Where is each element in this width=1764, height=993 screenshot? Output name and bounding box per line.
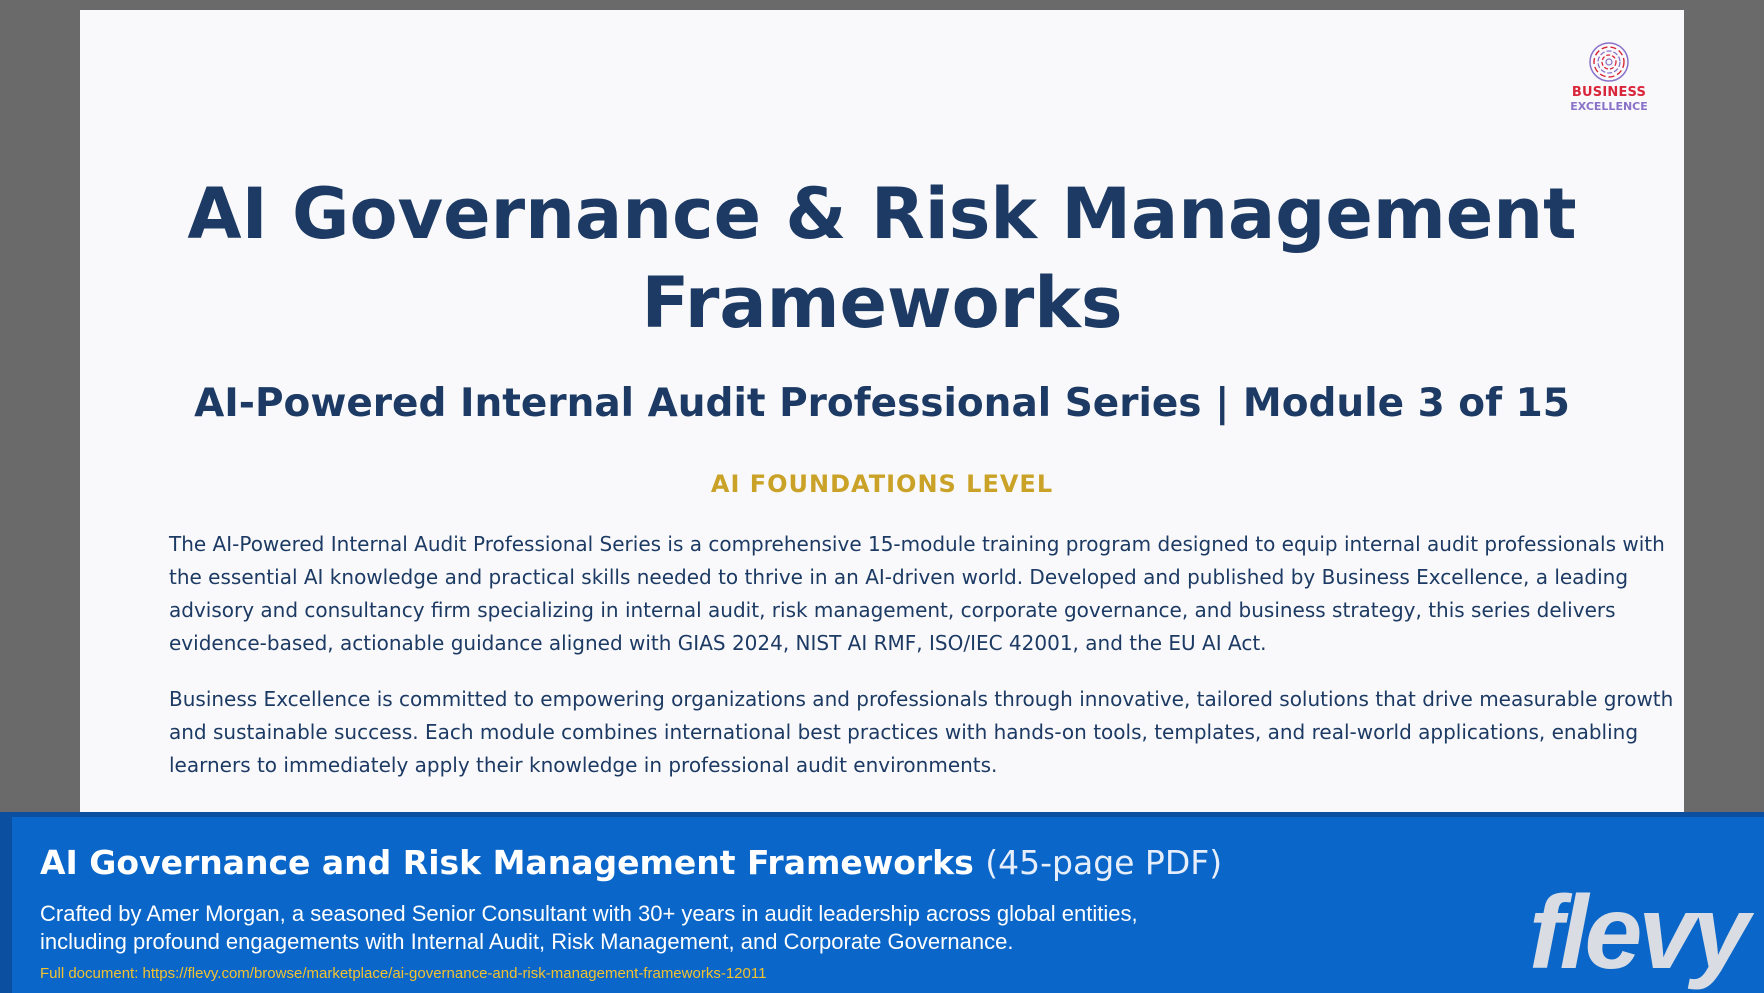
logo-text-business: BUSINESS (1571, 85, 1647, 100)
banner-description: Crafted by Amer Morgan, a seasoned Senior Consultant with 30+ years in audit leadership across global entities, including profound engagements with Internal Audit, Risk Management, and Corporate Governance. (40, 901, 1138, 954)
full-document-link[interactable]: Full document: https://flevy.com/browse/marketplace/ai-governance-and-risk-management-frameworks-12011 (40, 965, 767, 982)
fingerprint-globe-icon (1587, 40, 1631, 84)
business-excellence-logo (1564, 40, 1654, 126)
banner-title (40, 843, 1222, 882)
intro-paragraph: The AI-Powered Internal Audit Professional Series is a comprehensive 15-module training program designed to equip internal audit professionals with the essential AI knowledge and practical skills needed to thrive in an AI-driven world. Developed and published by Business Excellence, a leading advisory and consultancy firm specializing in internal audit, risk management, corporate governance, and business strategy, this series delivers evidence-based, actionable guidance aligned with GIAS 2024, NIST AI RMF, ISO/IEC 42001, and the EU AI Act. (169, 532, 1665, 655)
document-slide (80, 10, 1684, 812)
title-line-1: AI Governance & Risk Management (187, 173, 1577, 255)
logo-text-excellence: EXCELLENCE (1570, 100, 1648, 113)
banner-accent-bar (0, 817, 12, 993)
banner-page-count: (45-page PDF) (985, 843, 1223, 882)
level-label: AI FOUNDATIONS LEVEL (710, 470, 1054, 498)
document-title (80, 170, 1684, 348)
info-banner (0, 812, 1764, 993)
banner-title-text: AI Governance and Risk Management Frameworks (40, 843, 974, 882)
flevy-logo: flevy (1528, 875, 1746, 991)
title-line-2: Frameworks (641, 262, 1123, 344)
commitment-paragraph: Business Excellence is committed to empowering organizations and professionals through innovative, tailored solutions that drive measurable growth and sustainable success. Each module combines international best practices with hands-on tools, templates, and real-world applications, enabling learners to immediately apply their knowledge in professional audit environments. (169, 687, 1674, 777)
document-subtitle: AI-Powered Internal Audit Professional Series | Module 3 of 15 (194, 381, 1570, 426)
